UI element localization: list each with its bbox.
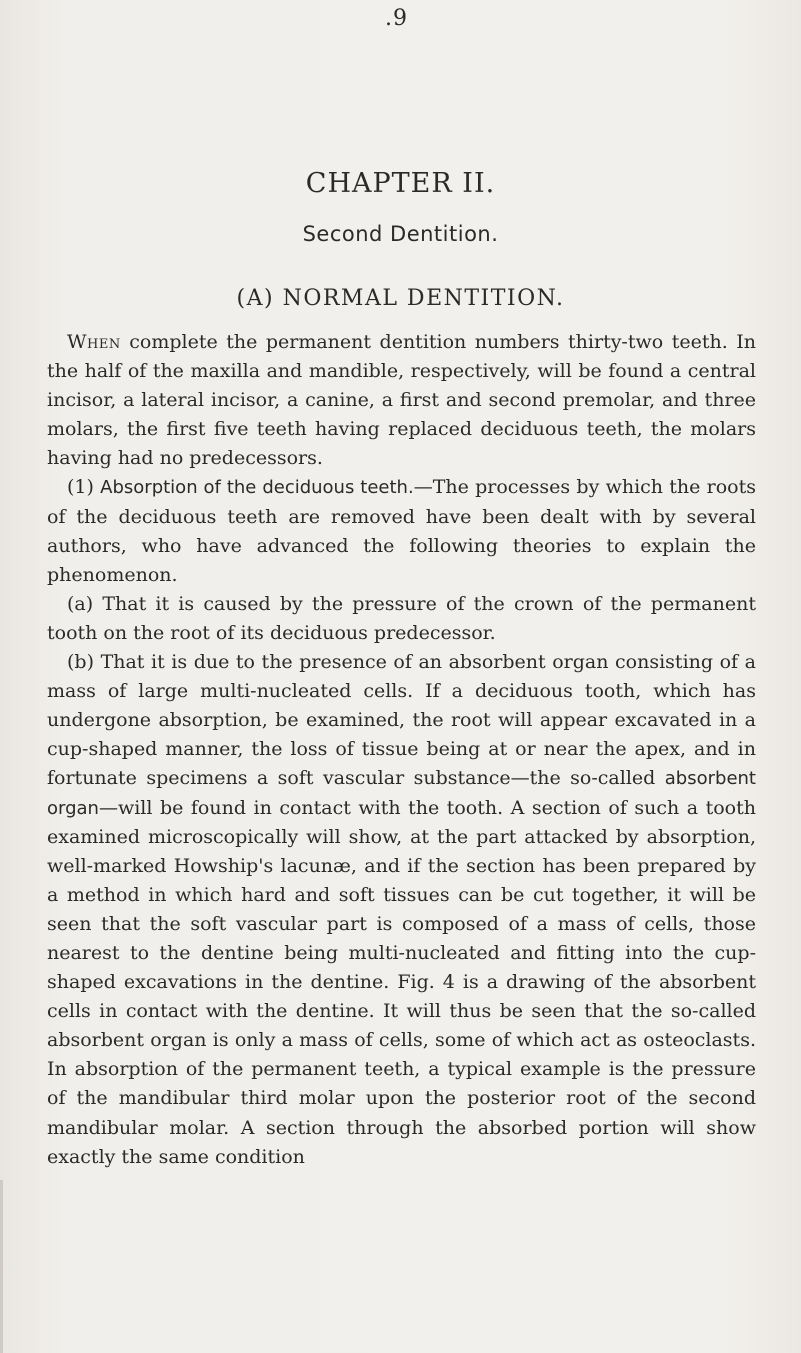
paragraph-1-heading: Absorption of the deciduous teeth. <box>100 477 414 499</box>
paragraph-b <box>47 648 756 1172</box>
paragraph-intro <box>47 328 756 473</box>
chapter-title: CHAPTER II. <box>305 168 496 199</box>
paragraph-b-label: (b) <box>67 651 94 674</box>
paragraph-b-text-before: That it is due to the presence of an absorbent organ consisting of a mass of large multi-nucleated cells. If a deciduous tooth, which has undergone absorption, be examined, the root will appear excavated in a cup-shaped manner, the loss of tissue being at or near the apex, and in fortunate specimens a soft vascular substance—the so-called <box>47 651 756 790</box>
body-text <box>47 328 756 1172</box>
section-title: (A) NORMAL DENTITION. <box>236 286 565 311</box>
paragraph-1 <box>47 473 756 589</box>
paragraph-a-text: That it is caused by the pressure of the crown of the permanent tooth on the root of its deciduous predecessor. <box>47 592 756 644</box>
absorbent-organ-term: absorbent organ <box>47 768 756 819</box>
intro-text: complete the permanent dentition numbers thirty-two teeth. In the half of the maxilla and mandible, respectively, will be found a central incisor, a lateral incisor, a canine, a first and second premolar, and three molars, the first five teeth having replaced deciduous teeth, the molars having had no predecessors. <box>47 331 756 470</box>
paragraph-a <box>47 590 756 648</box>
paragraph-1-number: (1) <box>67 476 101 499</box>
paragraph-b-text-after: —will be found in contact with the tooth. A section of such a tooth examined microscopically will show, at the part attacked by absorption, well-marked Howship's lacunæ, and if the section has been prepared by a method in which hard and soft tissues can be cut together, it will be seen that the soft vascular part is composed of a mass of cells, those nearest to the dentine being multi-nucleated and fitting into the cup-shaped excavations in the dentine. Fig. 4 is a drawing of the absorbent cells in contact with the dentine. It will thus be seen that the so-called absorbent organ is only a mass of cells, some of which act as osteoclasts. In absorption of the permanent teeth, a typical example is the pressure of the mandibular third molar upon the posterior root of the second mandibular molar. A section through the absorbed portion will show exactly the same condition <box>47 796 756 1168</box>
page-number: .9 <box>385 6 408 31</box>
page-edge-shadow <box>0 1180 3 1353</box>
paragraph-1-text: —The processes by which the roots of the deciduous teeth are removed have been dealt with by several authors, who have advanced the following theories to explain the phenomenon. <box>47 476 757 586</box>
intro-lead-word: When <box>67 331 121 353</box>
chapter-subtitle: Second Dentition. <box>302 222 499 246</box>
paragraph-a-label: (a) <box>67 592 94 615</box>
